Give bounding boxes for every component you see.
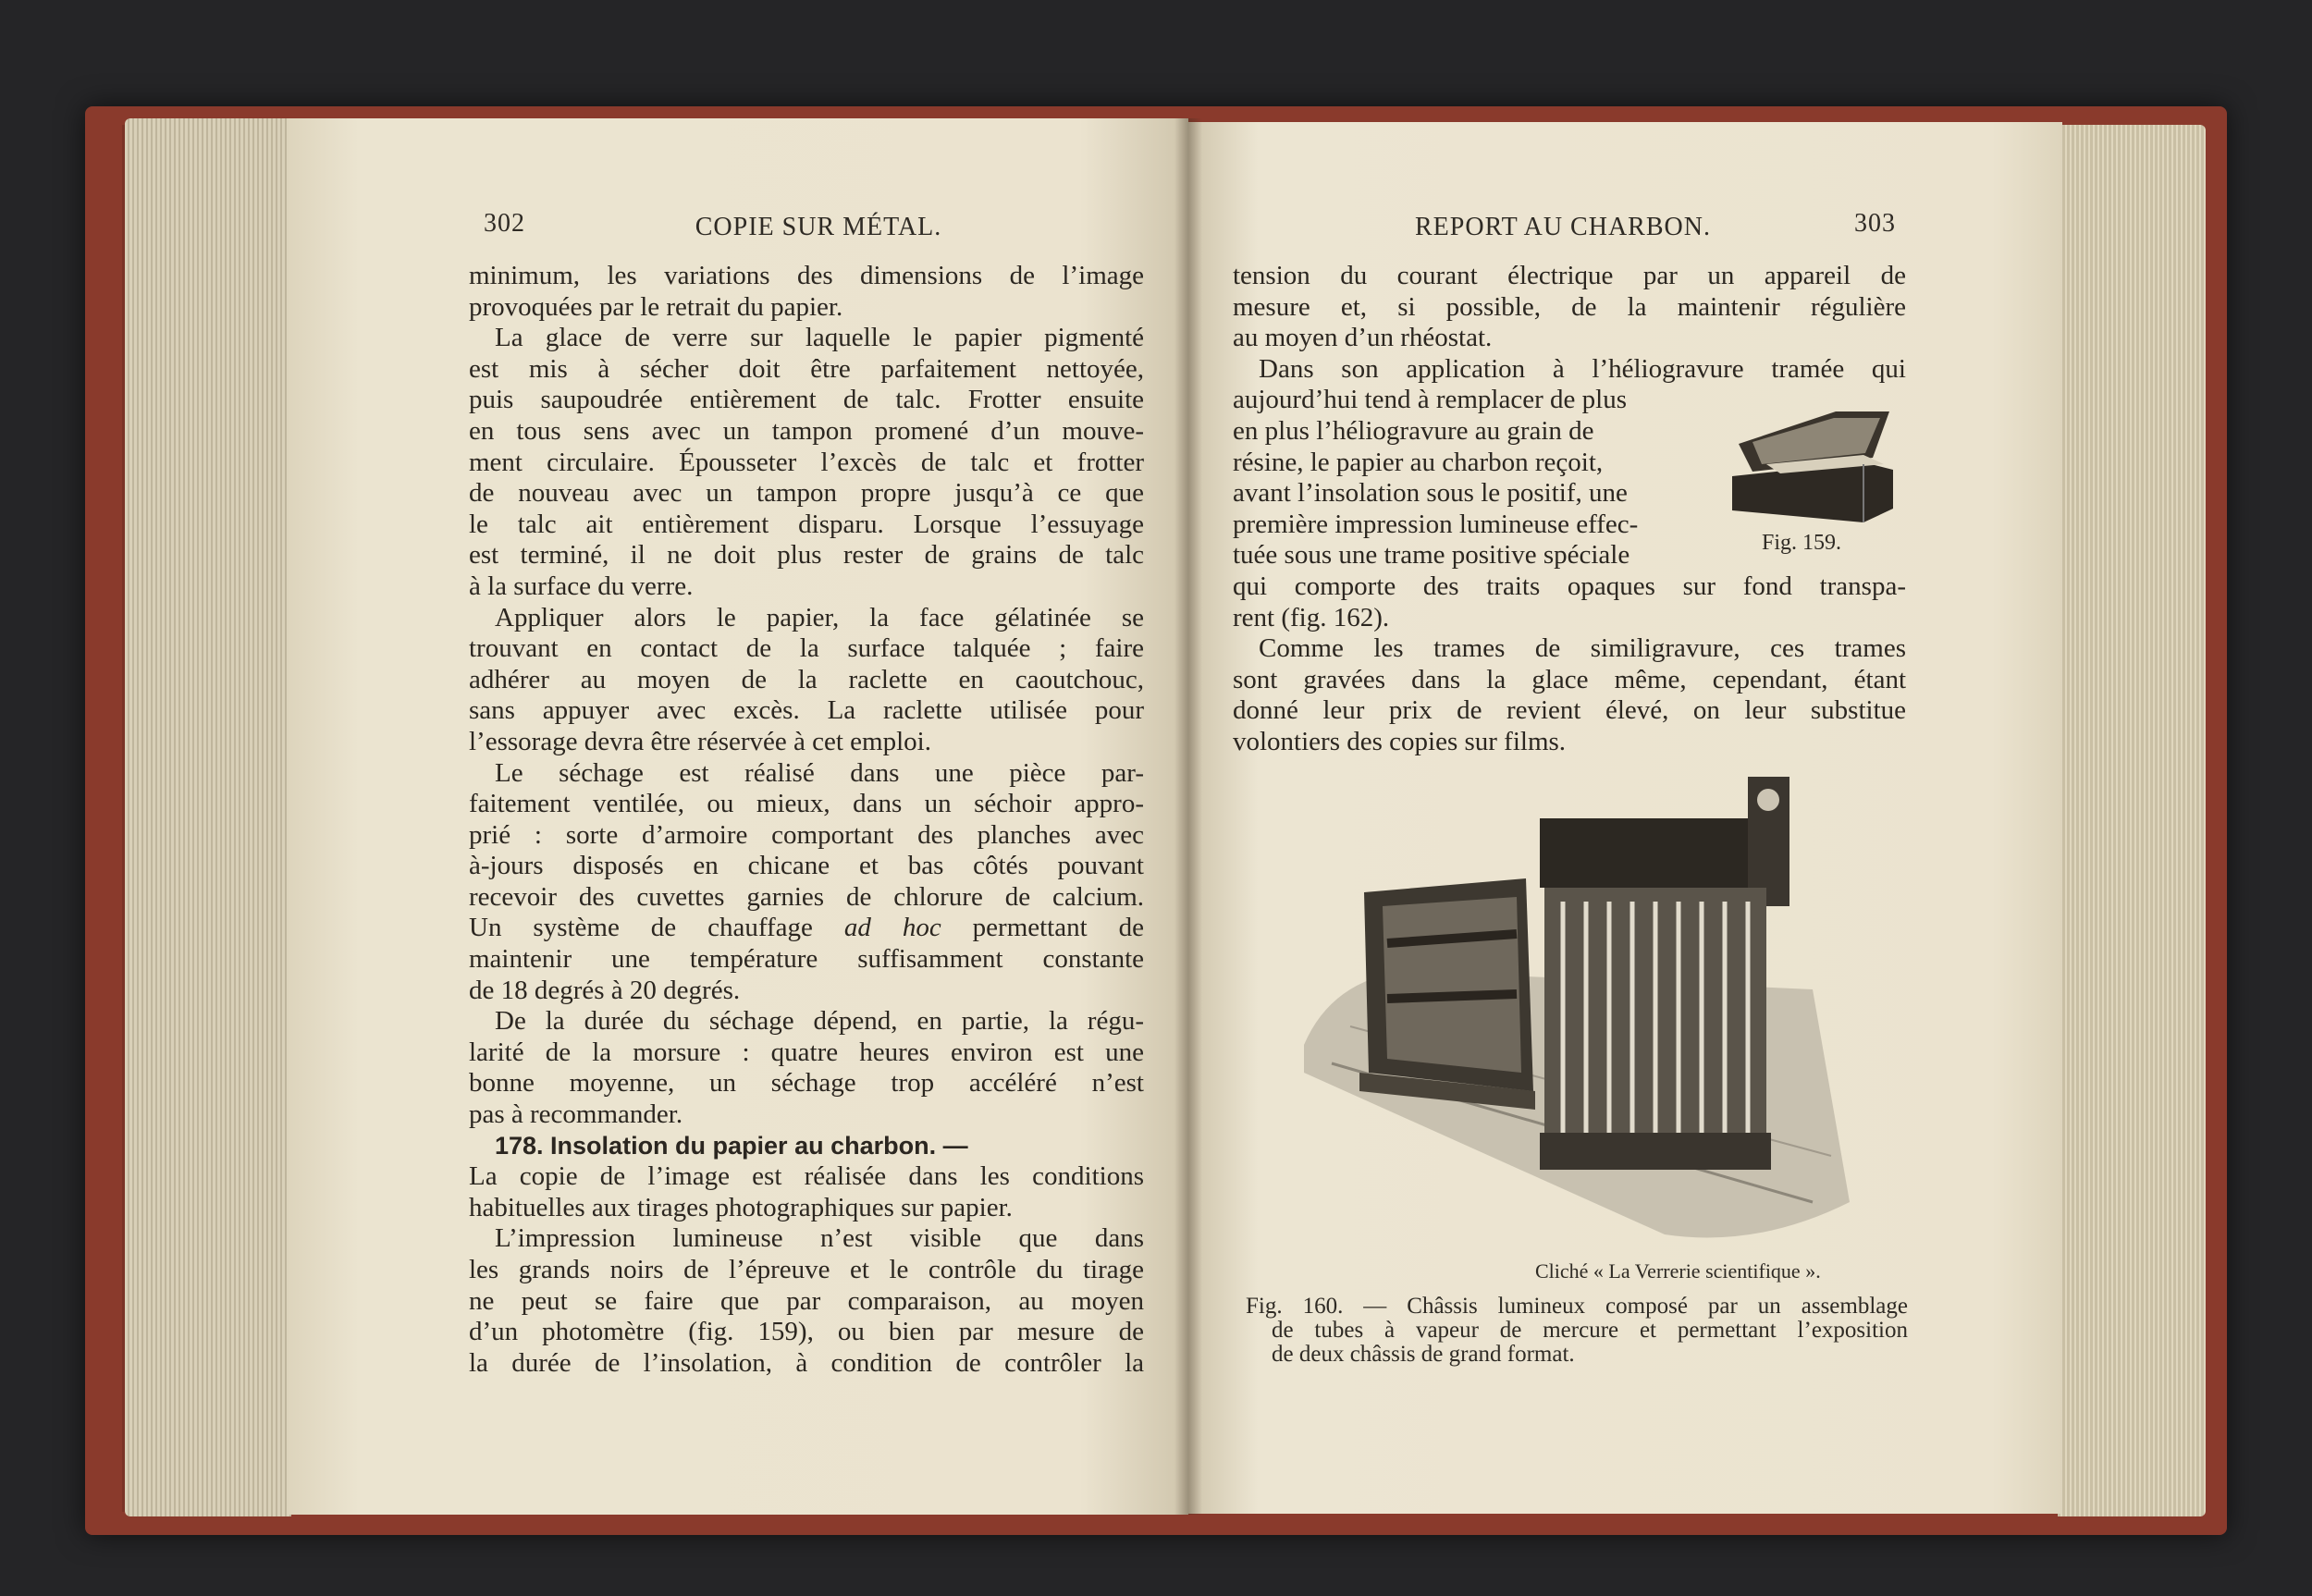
text-line: trouvant en contact de la surface talquée ; faire <box>469 633 1144 664</box>
section-heading: 178. Insolation du papier au charbon. — <box>495 1131 968 1160</box>
text-line: en plus l’héliogravure au grain de <box>1233 415 1594 446</box>
text-line: provoquées par le retrait du papier. <box>469 291 843 322</box>
text-line: donné leur prix de revient élevé, on leur substitue <box>1233 695 1906 726</box>
text-line: larité de la morsure : quatre heures environ est une <box>469 1037 1144 1067</box>
text-line: Dans son application à l’héliogravure tramée qui <box>1259 353 1906 384</box>
text-line: maintenir une température suffisamment constante <box>469 944 1144 975</box>
text-line: ne peut se faire que par comparaison, au moyen <box>469 1285 1144 1316</box>
text-line: De la durée du séchage dépend, en partie, la régu- <box>495 1006 1144 1037</box>
text-line: la durée de l’insolation, à condition de contrôler la <box>469 1347 1144 1378</box>
text-line: les grands noirs de l’épreuve et le contrôle du tirage <box>469 1255 1144 1284</box>
text-line: La glace de verre sur laquelle le papier pigmenté <box>495 323 1144 353</box>
text-line: minimum, les variations des dimensions de l’image <box>469 261 1144 290</box>
caption-line: Fig. 160. — Châssis lumineux composé par un assemblage <box>1246 1294 1908 1319</box>
text-line: adhérer au moyen de la raclette en caoutchouc, <box>469 664 1144 694</box>
text-line: puis saupoudrée entièrement de talc. Frotter ensuite <box>469 385 1144 415</box>
text-line: L’impression lumineuse n’est visible que dans <box>495 1223 1144 1254</box>
text-line: résine, le papier au charbon reçoit, <box>1233 447 1604 477</box>
page-edges-left <box>125 118 291 1516</box>
text-line: est terminé, il ne doit plus rester de grains de talc <box>469 540 1144 571</box>
text-line: le talc ait entièrement disparu. Lorsque l’essuyage <box>469 509 1144 539</box>
left-page-number: 302 <box>484 209 525 238</box>
text-line: recevoir des cuvettes garnies de chlorure de calcium. <box>469 881 1144 912</box>
fig160-lamp-chassis-illustration <box>1295 767 1859 1248</box>
text-line: habituelles aux tirages photographiques sur papier. <box>469 1192 1013 1222</box>
fig160-credit: Cliché « La Verrerie scientifique ». <box>1535 1259 1821 1283</box>
text-line: mesure et, si possible, de la maintenir régulière <box>1233 291 1906 322</box>
left-running-head: COPIE SUR MÉTAL. <box>695 213 942 241</box>
text-line: Appliquer alors le papier, la face gélatinée se <box>495 602 1144 632</box>
text-line: est mis à sécher doit être parfaitement nettoyée, <box>469 353 1144 384</box>
text-line: première impression lumineuse effec- <box>1233 509 1639 539</box>
caption-line: de deux châssis de grand format. <box>1272 1342 1575 1367</box>
text-line: Comme les trames de similigravure, ces trames <box>1259 633 1906 664</box>
left-page-body <box>469 261 1144 1379</box>
page-edges-right <box>2058 125 2206 1516</box>
text-line: aujourd’hui tend à remplacer de plus <box>1233 385 1627 415</box>
text-line: ment circulaire. Épousseter l’excès de talc et frotter <box>469 447 1144 477</box>
text-line <box>469 913 1144 944</box>
text-line: sans appuyer avec excès. La raclette utilisée pour <box>469 695 1144 726</box>
fig160-caption <box>1246 1295 1908 1367</box>
text-line: de nouveau avec un tampon propre jusqu’à ce que <box>469 478 1144 509</box>
caption-line: de tubes à vapeur de mercure et permettant l’exposition <box>1272 1318 1908 1343</box>
text-span: permettant de <box>941 913 1144 943</box>
text-line: l’essorage devra être réservée à cet emploi. <box>469 726 931 756</box>
fig159-caption: Fig. 159. <box>1762 531 1842 555</box>
text-line: volontiers des copies sur films. <box>1233 726 1567 756</box>
text-line: prié : sorte d’armoire comportant des planches avec <box>469 819 1144 850</box>
right-running-head: REPORT AU CHARBON. <box>1415 213 1711 241</box>
right-page-number: 303 <box>1854 209 1896 238</box>
text-line: tuée sous une trame positive spéciale <box>1233 540 1630 571</box>
text-line: d’un photomètre (fig. 159), ou bien par mesure de <box>469 1317 1144 1347</box>
text-line: en tous sens avec un tampon promené d’un mouve- <box>469 415 1144 446</box>
fig159-photometer-illustration <box>1725 407 1900 527</box>
text-line: pas à recommander. <box>469 1099 683 1130</box>
text-line: La copie de l’image est réalisée dans les conditions <box>469 1161 1144 1192</box>
book-gutter <box>1174 118 1202 1515</box>
text-line: au moyen d’un rhéostat. <box>1233 323 1493 353</box>
text-line: tension du courant électrique par un appareil de <box>1233 261 1906 290</box>
text-line: bonne moyenne, un séchage trop accéléré n’est <box>469 1068 1144 1099</box>
text-line: qui comporte des traits opaques sur fond transpa- <box>1233 571 1906 601</box>
text-line: rent (fig. 162). <box>1233 602 1390 632</box>
text-line: à la surface du verre. <box>469 571 694 601</box>
text-line: de 18 degrés à 20 degrés. <box>469 975 741 1005</box>
text-span: Un système de chauffage <box>469 913 844 943</box>
text-line: avant l’insolation sous le positif, une <box>1233 478 1628 509</box>
text-line: faitement ventilée, ou mieux, dans un séchoir appro- <box>469 789 1144 819</box>
italic-phrase: ad hoc <box>843 913 941 943</box>
text-line: sont gravées dans la glace même, cependant, étant <box>1233 664 1906 694</box>
text-line: à-jours disposés en chicane et bas côtés pouvant <box>469 851 1144 881</box>
text-line: Le séchage est réalisé dans une pièce par- <box>495 757 1144 788</box>
